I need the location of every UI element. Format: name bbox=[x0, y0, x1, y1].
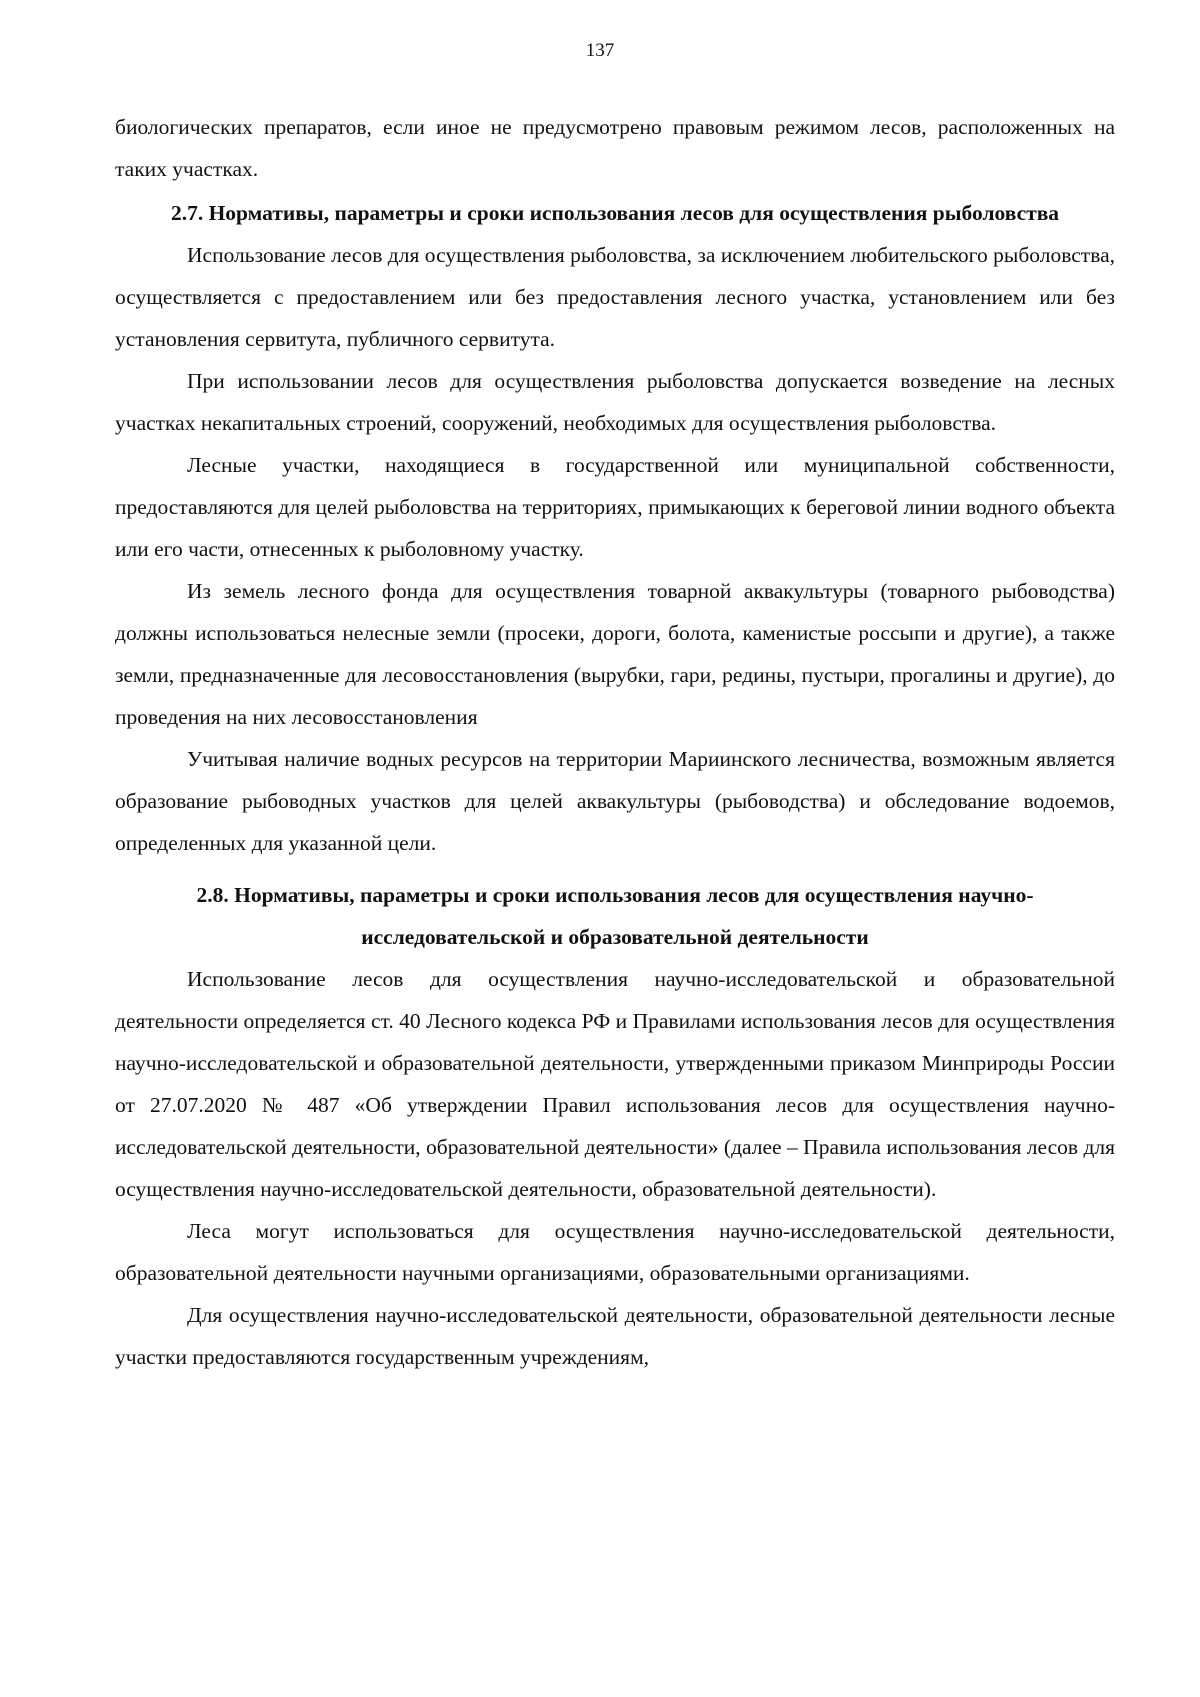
paragraph: Учитывая наличие водных ресурсов на территории Мариинского лесничества, возможным является образование рыбоводных участков для целей аквакультуры (рыбоводства) и обследование водоемов, определенных для указанной цели. bbox=[115, 747, 1115, 855]
page-number: 137 bbox=[585, 40, 615, 61]
paragraph: Использование лесов для осуществления рыболовства, за исключением любительского рыболовства, осуществляется с предоставлением или без предоставления лесного участка, установлением или без установления сервитута, публичного сервитута. bbox=[115, 243, 1115, 351]
paragraph: Использование лесов для осуществления научно-исследовательской и образовательной деятельности определяется ст. 40 Лесного кодекса РФ и Правилами использования лесов для осуществления научно-исследовательской и образовательной деятельности, утвержденными приказом Минприроды России от 27.07.2020 № 487 «Об утверждении Правил использования лесов для осуществления научно-исследовательской деятельности, образовательной деятельности» (далее – Правила использования лесов для осуществления научно-исследовательской деятельности, образовательной деятельности). bbox=[115, 967, 1115, 1201]
paragraph: Для осуществления научно-исследовательской деятельности, образовательной деятельности лесные участки предоставляются государственным учреждениям, bbox=[115, 1303, 1115, 1369]
section-spacer bbox=[115, 864, 1115, 872]
paragraph: При использовании лесов для осуществления рыболовства допускается возведение на лесных участках некапитальных строений, сооружений, необходимых для осуществления рыболовства. bbox=[115, 369, 1115, 435]
section-heading-2-7: 2.7. Нормативы, параметры и сроки использования лесов для осуществления рыболовства bbox=[170, 201, 1060, 225]
paragraph: Лесные участки, находящиеся в государственной или муниципальной собственности, предоставляются для целей рыболовства на территориях, примыкающих к береговой линии водного объекта или его части, отнесенных к рыболовному участку. bbox=[115, 453, 1115, 561]
section-heading-2-8: 2.8. Нормативы, параметры и сроки использования лесов для осуществления научно-исследовательской и образовательной деятельности bbox=[196, 883, 1034, 949]
paragraph: Леса могут использоваться для осуществления научно-исследовательской деятельности, образовательной деятельности научными организациями, образовательными организациями. bbox=[115, 1219, 1115, 1285]
page-content bbox=[115, 106, 1115, 1378]
paragraph: Из земель лесного фонда для осуществления товарной аквакультуры (товарного рыбоводства) должны использоваться нелесные земли (просеки, дороги, болота, каменистые россыпи и другие), а также земли, предназначенные для лесовосстановления (вырубки, гари, редины, пустыри, прогалины и другие), до проведения на них лесовосстановления bbox=[115, 579, 1115, 729]
paragraph-continuation: биологических препаратов, если иное не предусмотрено правовым режимом лесов, расположенных на таких участках. bbox=[115, 115, 1115, 181]
